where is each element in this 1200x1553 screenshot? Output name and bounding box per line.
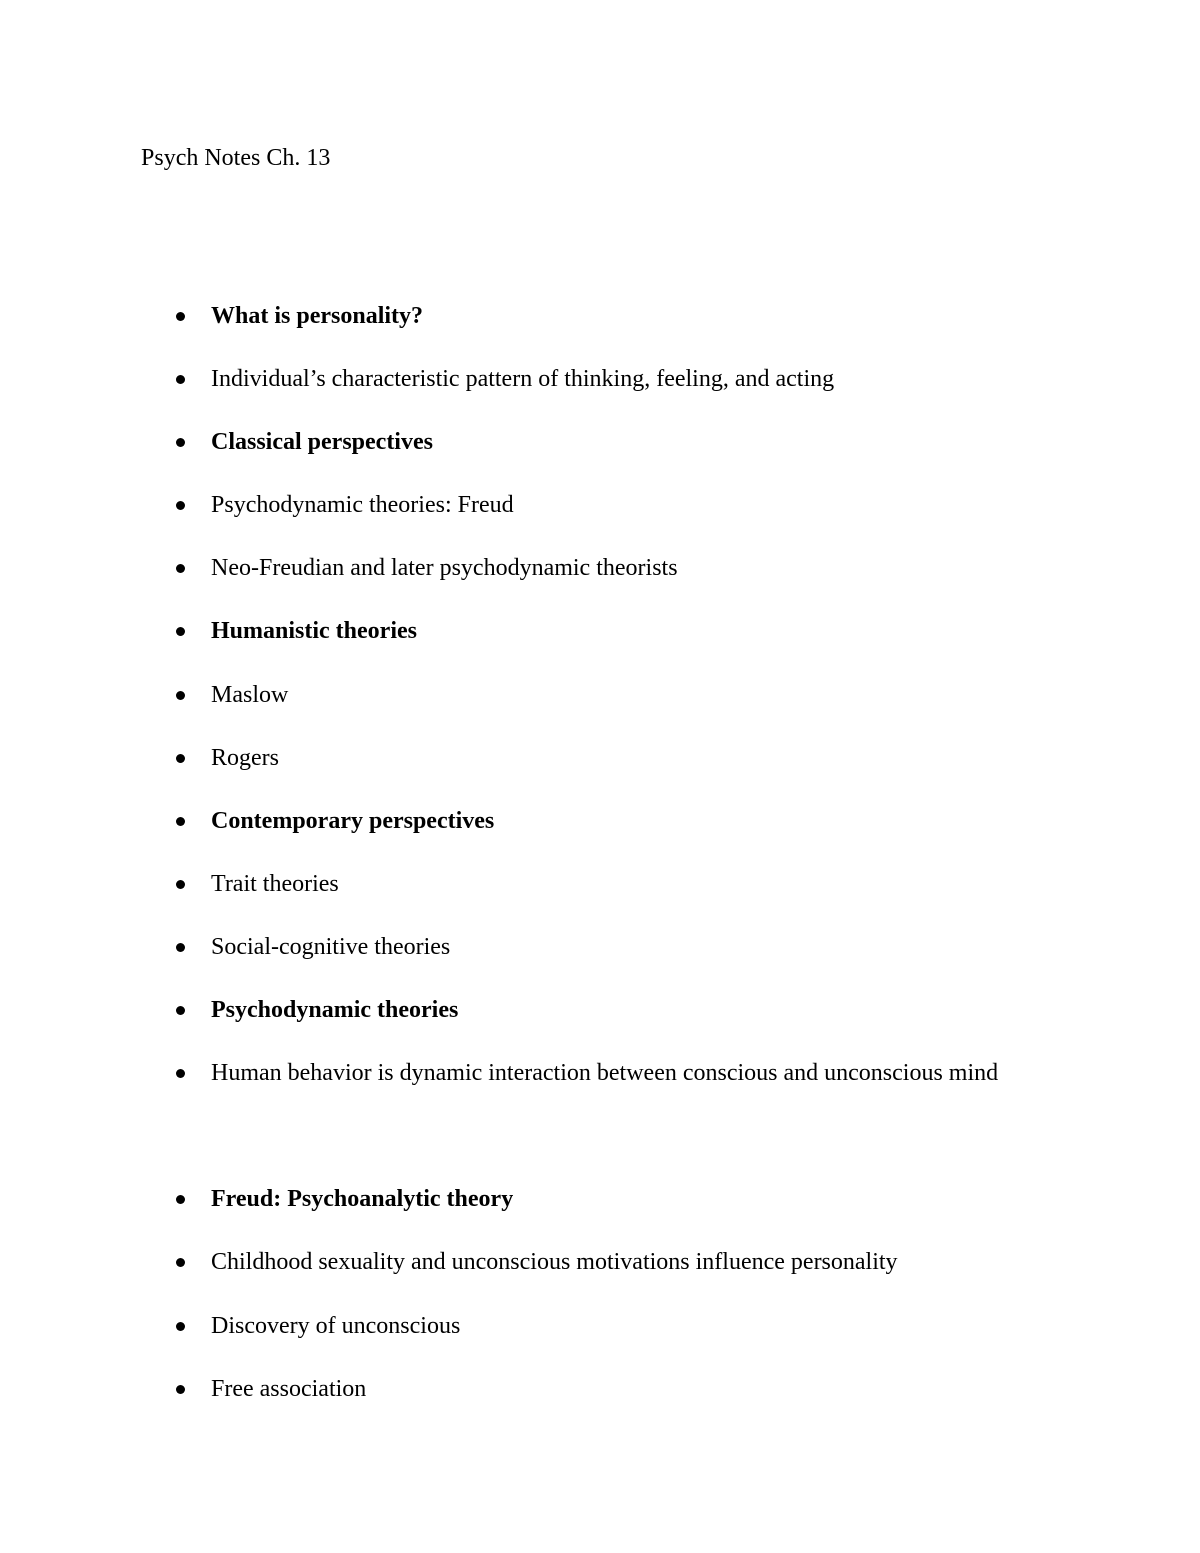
list-item-text: Childhood sexuality and unconscious motivations influence personality bbox=[211, 1249, 898, 1276]
bullet-icon bbox=[176, 1258, 185, 1267]
bullet-icon bbox=[176, 1006, 185, 1015]
notes-list bbox=[0, 300, 1200, 1436]
bullet-icon bbox=[176, 754, 185, 763]
list-item-text: Free association bbox=[211, 1375, 367, 1402]
list-item-text: Humanistic theories bbox=[211, 618, 417, 645]
bullet-icon bbox=[176, 1195, 185, 1204]
list-item-text: Rogers bbox=[211, 744, 279, 771]
list-item-text: What is personality? bbox=[211, 303, 424, 329]
list-item-text: Social-cognitive theories bbox=[211, 933, 451, 960]
list-item-text: Freud: Psychoanalytic theory bbox=[211, 1186, 514, 1213]
list-item-text: Discovery of unconscious bbox=[211, 1312, 461, 1339]
list-item-text: Individual’s characteristic pattern of thinking, feeling, and acting bbox=[211, 366, 835, 393]
bullet-icon bbox=[176, 438, 185, 447]
list-item-text: Psychodynamic theories: Freud bbox=[211, 492, 514, 519]
list-item-text: Classical perspectives bbox=[211, 429, 433, 456]
list-item bbox=[0, 1373, 1200, 1436]
bullet-icon bbox=[176, 627, 185, 636]
bullet-icon bbox=[176, 691, 185, 700]
bullet-icon bbox=[176, 943, 185, 952]
bullet-icon bbox=[176, 1322, 185, 1331]
bullet-icon bbox=[176, 312, 185, 321]
bullet-icon bbox=[176, 501, 185, 510]
list-item-text: Neo-Freudian and later psychodynamic theorists bbox=[211, 555, 678, 582]
list-item-text: Trait theories bbox=[211, 870, 339, 897]
bullet-icon bbox=[176, 1385, 185, 1394]
bullet-icon bbox=[176, 1069, 185, 1078]
list-item-text: Human behavior is dynamic interaction between conscious and unconscious mind bbox=[211, 1060, 999, 1087]
list-item-text: Contemporary perspectives bbox=[211, 807, 495, 834]
bullet-icon bbox=[176, 375, 185, 384]
list-item-text: Maslow bbox=[211, 681, 289, 708]
page-title: Psych Notes Ch. 13 bbox=[141, 145, 331, 171]
list-item bbox=[0, 1057, 1200, 1183]
list-item-text: Psychodynamic theories bbox=[211, 997, 459, 1024]
bullet-icon bbox=[176, 564, 185, 573]
bullet-icon bbox=[176, 880, 185, 889]
bullet-icon bbox=[176, 817, 185, 826]
